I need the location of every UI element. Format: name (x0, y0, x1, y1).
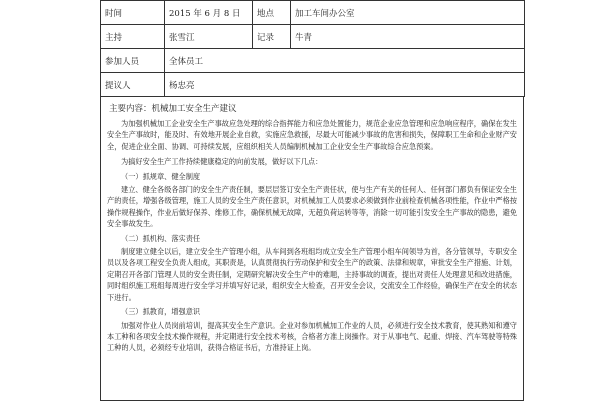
section-2-title: （二）抓机构、落实责任 (121, 233, 201, 243)
host-value: 张雪江 (165, 25, 253, 49)
record-value: 牛青 (291, 25, 525, 49)
meeting-info-table (100, 0, 525, 97)
host-label: 主持 (101, 25, 165, 49)
intro-paragraph: 为加强机械加工企业安全生产事故应急处理的综合指挥能力和应急处置能力，规范企业应急管理和应急响应程序，确保在发生安全生产事故时，能及时、有效地开展企业自救，实施应急救援，尽最大可能减少事故的危害和损失，保障职工生命和企业财产安全，促进企业全面、协调、可持续发展，应组织相关人员编制机械加工企业安全生产事故综合应急预案。 (107, 119, 517, 151)
meta-row-proposer (101, 73, 525, 97)
attendees-value: 全体员工 (165, 49, 525, 73)
place-label: 地点 (253, 1, 291, 25)
meta-row-attendees (101, 49, 525, 73)
section-3-body: 加强对作业人员岗前培训，提高其安全生产意识。企业对参加机械加工作业的人员，必须进行安全技术教育，使其熟知和遵守本工种和各项安全技术操作规程，并定期进行安全技术考核，合格者方准上岗操作。对于从事电气、起重、焊接、汽车驾驶等特殊工种的人员，必须经专业培训，获得合格证书后，方准持证上岗。 (107, 320, 517, 353)
section-3-title: （三）抓教育，增强意识 (121, 307, 201, 317)
main-content-section (100, 97, 524, 401)
section-2-body: 制度建立健全以后，建立安全生产管理小组，从车间到各班组均成立安全生产管理小组车间领导为首，各分管领导，专职安全员以及各项工程安全负责人组成，其职责是，认真贯彻执行劳动保护和安全生产的政策、法律和规章，审批安全生产措施、计划，定期召开各部门管理人员的安全责任制，定期研究解决安全生产中的难题，主持事故的调查，提出对责任人处理意见和改进措施，同时组织施工班组每周进行安全学习并填写好记录，组织安全大检查，召开安全会议，交流安全工作经验，确保生产在安全的状态下进行。 (107, 247, 517, 302)
proposer-value: 杨忠亮 (165, 73, 525, 97)
section-1-body: 建立、健全各级各部门的安全生产责任制，要层层签订安全生产责任状，使与生产有关的任何人、任何部门都负有保证安全生产的责任，增强各级管理，施工人员的安全生产责任意识，对机械加工人员要求必须做到作业前检查机械各项性能，作业中严格按操作规程操作，作业后做好保养、维修工作，确保机械无故障，无超负荷运转等等，消除一切可能引发安全生产事故的隐患，避免安全事故发生。 (107, 185, 517, 229)
proposer-label: 提议人 (101, 73, 165, 97)
place-value: 加工车间办公室 (291, 1, 525, 25)
time-label: 时间 (101, 1, 165, 25)
meeting-record-document (100, 0, 524, 400)
content-heading: 主要内容：机械加工安全生产建议 (109, 104, 237, 114)
meta-row-time (101, 1, 525, 25)
meta-row-host (101, 25, 525, 49)
record-label: 记录 (253, 25, 291, 49)
section-1-title: （一）抓规章、健全制度 (121, 171, 201, 181)
time-value: 2015 年 6 月 8 日 (165, 1, 253, 25)
attendees-label: 参加人员 (101, 49, 165, 73)
lead-paragraph: 为搞好安全生产工作持续健康稳定的向前发展，做好以下几点： (121, 157, 323, 167)
